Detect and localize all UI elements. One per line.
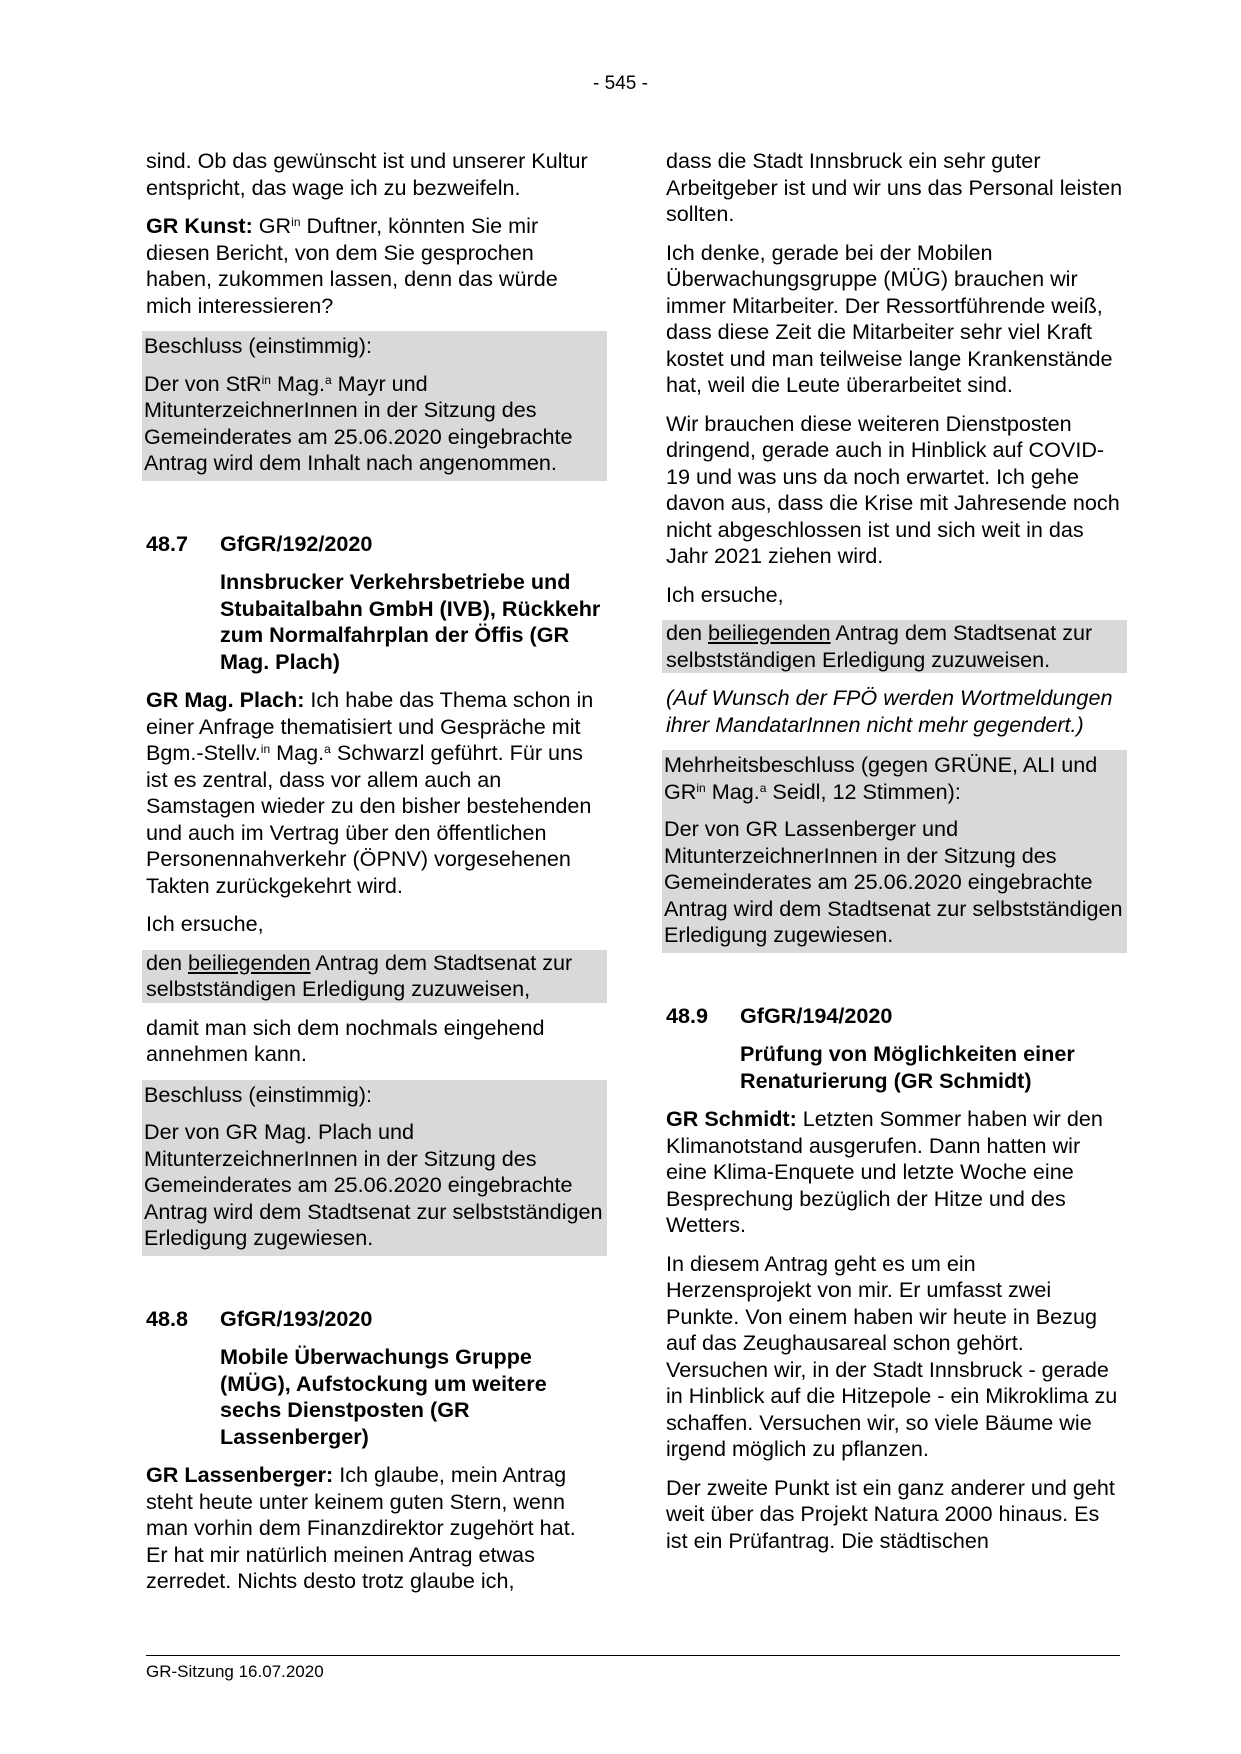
section-number: 48.7 <box>146 530 189 556</box>
paragraph: Ich denke, gerade bei der Mobilen Überwachungsgruppe (MÜG) brauchen wir immer Mitarbeiter. Der Ressortführende weiß, dass diese Zeit die Mitarbeiter sehr viel Kraft kostet und man teilweise lange Krankenstände hat, weil die Leute überarbeitet sind. <box>666 239 1113 397</box>
section-number: 48.9 <box>666 1002 709 1028</box>
section-code: GfGR/194/2020 <box>740 1002 893 1028</box>
resolution-heading: Mehrheitsbeschluss (gegen GRÜNE, ALI und $GR^{in}$ Mag.$^a$ Seidl, 12 Stimmen): <box>664 752 1098 804</box>
paragraph: dass die Stadt Innsbruck ein sehr guter Arbeitgeber ist und wir uns das Personal leisten sollten. <box>666 148 1123 226</box>
speaker-name: GR Mag. Plach: <box>146 687 305 712</box>
superscript: in <box>291 215 301 229</box>
section-heading-48-7 <box>146 531 603 558</box>
section-heading-48-9 <box>666 1003 1123 1030</box>
section-heading-48-8 <box>146 1306 603 1333</box>
resolution-block <box>142 1080 607 1256</box>
section-code: GfGR/192/2020 <box>220 530 373 556</box>
speech-text: Duftner, könnten Sie mir diesen Bericht, von dem Sie gesprochen haben, zukommen lassen, denn das würde mich interessieren? <box>146 213 558 318</box>
speech-kunst <box>146 213 603 319</box>
paragraph: Der zweite Punkt ist ein ganz anderer und geht weit über das Projekt Natura 2000 hinaus. Es ist ein Prüfantrag. Die städtischen <box>666 1474 1115 1553</box>
section-title: Innsbrucker Verkehrsbetriebe und Stubaitalbahn GmbH (IVB), Rückkehr zum Normalfahrplan der Öffis (GR Mag. Plach) <box>220 569 601 674</box>
page-number: - 545 - <box>593 73 648 94</box>
resolution-text: Der von GR Mag. Plach und MitunterzeichnerInnen in der Sitzung des Gemeinderates am 25.06.2020 eingebrachte Antrag wird dem Stadtsenat zur selbstständigen Erledigung zugewiesen. <box>144 1119 603 1250</box>
section-number: 48.8 <box>146 1305 189 1331</box>
resolution-text: Der von StR$^{in}$ Mag.$^a$ Mayr und MitunterzeichnerInnen in der Sitzung des Gemeinderates am 25.06.2020 eingebrachte Antrag wird dem Inhalt nach angenommen. <box>144 370 573 475</box>
footer-text: GR-Sitzung 16.07.2020 <box>146 1662 324 1681</box>
section-title: Mobile Überwachungs Gruppe (MÜG), Aufstockung um weitere sechs Dienstposten (GR Lassenberger) <box>220 1344 547 1449</box>
paragraph: damit man sich dem nochmals eingehend annehmen kann. <box>146 1014 545 1066</box>
paragraph: sind. Ob das gewünscht ist und unserer Kultur entspricht, das wage ich zu bezweifeln. <box>146 148 588 200</box>
speech-schmidt: GR Schmidt: Letzten Sommer haben wir den Klimanotstand ausgerufen. Dann hatten wir eine Klima-Enquete und letzte Woche eine Besprechung bezüglich der Hitze und des Wetters. <box>666 1106 1103 1237</box>
underlined-word: beiliegenden <box>188 949 311 975</box>
underlined-word: beiliegenden <box>708 620 831 645</box>
right-column <box>666 148 1123 1566</box>
resolution-block <box>662 750 1127 953</box>
speech-plach: GR Mag. Plach: Ich habe das Thema schon in einer Anfrage thematisiert und Gespräche mit Bgm.-Stellv.$^{in}$ Mag.$^a$ Schwarzl geführt. Für uns ist es zentral, dass vor allem auch an Samstagen wieder zu den bisher bestehenden und auch im Vertrag über den öffentlichen Personennahverkehr (ÖPNV) vorgesehenen Takten zurückgekehrt wird. <box>146 687 594 898</box>
paragraph: Ich ersuche, <box>666 581 784 607</box>
section-title: Prüfung von Möglichkeiten einer Renaturierung (GR Schmidt) <box>740 1041 1075 1093</box>
speech-text: GR <box>252 213 292 238</box>
resolution-block <box>142 331 607 481</box>
resolution-heading: Beschluss (einstimmig): <box>144 333 372 358</box>
speech-lassenberger: GR Lassenberger: Ich glaube, mein Antrag steht heute unter keinem guten Stern, wenn man vorhin dem Finanzdirektor zugehört hat. Er hat mir natürlich meinen Antrag etwas zerredet. Nichts desto trotz glaube ich, <box>146 1462 576 1593</box>
footer-rule <box>146 1655 1120 1656</box>
speaker-name: GR Lassenberger: <box>146 1462 334 1487</box>
paragraph: In diesem Antrag geht es um ein Herzensprojekt von mir. Er umfasst zwei Punkte. Von einem haben wir heute in Bezug auf das Zeughausareal schon gehört. Versuchen wir, in der Stadt Innsbruck - gerade in Hinblick auf die Hitzepole - ein Mikroklima zu schaffen. Versuchen wir, so viele Bäume wie irgend möglich zu pflanzen. <box>666 1250 1118 1461</box>
paragraph: Wir brauchen diese weiteren Dienstposten dringend, gerade auch in Hinblick auf COVID-19 und was uns da noch erwartet. Ich gehe davon aus, dass die Krise mit Jahresende noch nicht abgeschlossen ist und sich weit in das Jahr 2021 ziehen wird. <box>666 410 1120 568</box>
speaker-name: GR Kunst: <box>146 213 253 238</box>
resolution-heading: Beschluss (einstimmig): <box>144 1081 372 1107</box>
request-text: den beiliegenden Antrag dem Stadtsenat zur selbstständigen Erledigung zuzuweisen. <box>662 620 1127 673</box>
italic-note: (Auf Wunsch der FPÖ werden Wortmeldungen ihrer MandatarInnen nicht mehr gegendert.) <box>666 685 1113 737</box>
speaker-name: GR Schmidt: <box>666 1106 797 1131</box>
left-column <box>146 148 603 1607</box>
resolution-text: Der von GR Lassenberger und MitunterzeichnerInnen in der Sitzung des Gemeinderates am 25.06.2020 eingebrachte Antrag wird dem Stadtsenat zur selbstständigen Erledigung zugewiesen. <box>664 816 1123 947</box>
paragraph: Ich ersuche, <box>146 911 264 936</box>
request-text: den beiliegenden Antrag dem Stadtsenat zur selbstständigen Erledigung zuzuweisen, <box>142 950 607 1003</box>
section-code: GfGR/193/2020 <box>220 1305 373 1331</box>
